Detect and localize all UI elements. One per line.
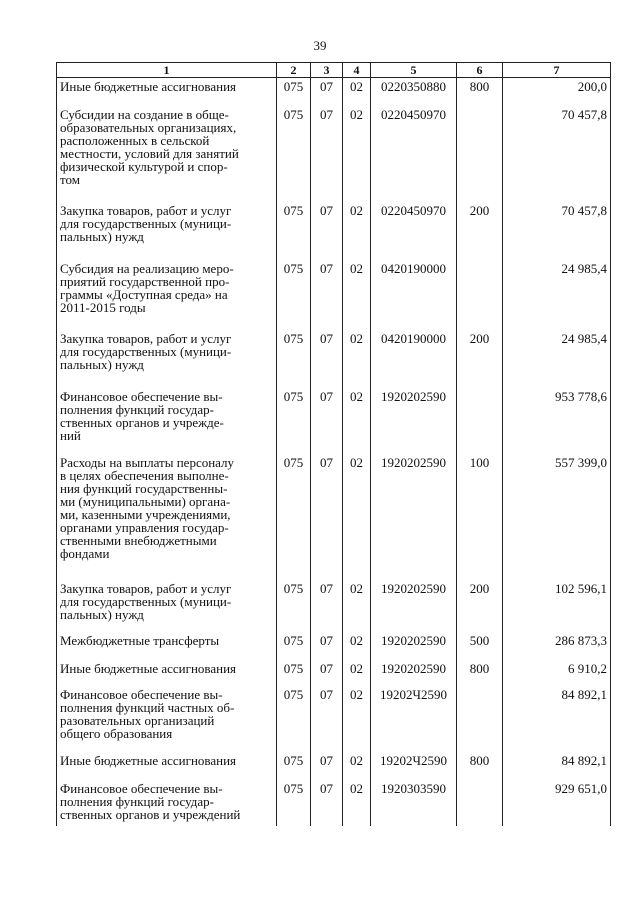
row-admin-code: 075: [277, 260, 311, 330]
row-expense-type: 500: [457, 632, 503, 660]
row-name: Иные бюджетные ассигнования: [57, 78, 277, 106]
row-name: Межбюджетные трансферты: [57, 632, 277, 660]
row-amount: 200,0: [503, 78, 611, 106]
row-admin-code: 075: [277, 106, 311, 202]
table-row: [57, 660, 611, 686]
row-target-code: 0420190000: [371, 260, 457, 330]
row-subsection: 02: [343, 686, 371, 752]
row-expense-type: 800: [457, 752, 503, 780]
row-section: 07: [311, 202, 343, 260]
row-expense-type: [457, 260, 503, 330]
row-subsection: 02: [343, 202, 371, 260]
row-target-code: 19202Ч2590: [371, 686, 457, 752]
row-name: Иные бюджетные ассигнования: [57, 752, 277, 780]
row-expense-type: [457, 780, 503, 826]
row-target-code: 0220350880: [371, 78, 457, 106]
row-admin-code: 075: [277, 660, 311, 686]
row-name: Финансовое обеспечение вы- полнения функций государ- ственных органов и учреждений: [57, 780, 277, 826]
row-name: Закупка товаров, работ и услуг для государственных (муници- пальных) нужд: [57, 330, 277, 388]
row-subsection: 02: [343, 330, 371, 388]
row-subsection: 02: [343, 388, 371, 454]
row-target-code: 1920202590: [371, 632, 457, 660]
table-row: [57, 78, 611, 106]
row-name: Финансовое обеспечение вы- полнения функций государ- ственных органов и учрежде- ний: [57, 388, 277, 454]
row-admin-code: 075: [277, 780, 311, 826]
row-target-code: 0220450970: [371, 106, 457, 202]
row-subsection: 02: [343, 260, 371, 330]
row-subsection: 02: [343, 106, 371, 202]
column-header: 6: [457, 63, 503, 78]
row-name: Субсидии на создание в обще- образовательных организациях, расположенных в сельской местности, условий для занятий физической культурой и спор- том: [57, 106, 277, 202]
table-row: [57, 454, 611, 580]
row-admin-code: 075: [277, 78, 311, 106]
row-expense-type: 200: [457, 580, 503, 632]
row-section: 07: [311, 78, 343, 106]
row-subsection: 02: [343, 780, 371, 826]
row-name: Иные бюджетные ассигнования: [57, 660, 277, 686]
row-amount: 24 985,4: [503, 260, 611, 330]
row-section: 07: [311, 106, 343, 202]
row-amount: 84 892,1: [503, 752, 611, 780]
column-header: 4: [343, 63, 371, 78]
row-expense-type: [457, 686, 503, 752]
row-admin-code: 075: [277, 202, 311, 260]
row-target-code: 1920202590: [371, 388, 457, 454]
row-admin-code: 075: [277, 632, 311, 660]
row-expense-type: 800: [457, 78, 503, 106]
table-row: [57, 752, 611, 780]
row-target-code: 1920202590: [371, 454, 457, 580]
row-amount: 24 985,4: [503, 330, 611, 388]
column-header: 2: [277, 63, 311, 78]
row-amount: 953 778,6: [503, 388, 611, 454]
row-target-code: 19202Ч2590: [371, 752, 457, 780]
row-subsection: 02: [343, 660, 371, 686]
row-expense-type: [457, 106, 503, 202]
table-row: [57, 388, 611, 454]
column-header: 1: [57, 63, 277, 78]
header-row: [57, 63, 611, 78]
column-header: 5: [371, 63, 457, 78]
row-section: 07: [311, 632, 343, 660]
table-row: [57, 686, 611, 752]
row-name: Закупка товаров, работ и услуг для государственных (муници- пальных) нужд: [57, 202, 277, 260]
row-amount: 557 399,0: [503, 454, 611, 580]
row-expense-type: 800: [457, 660, 503, 686]
row-subsection: 02: [343, 752, 371, 780]
budget-table: [56, 62, 611, 826]
row-subsection: 02: [343, 454, 371, 580]
row-admin-code: 075: [277, 330, 311, 388]
row-amount: 84 892,1: [503, 686, 611, 752]
row-admin-code: 075: [277, 686, 311, 752]
row-section: 07: [311, 660, 343, 686]
row-amount: 102 596,1: [503, 580, 611, 632]
row-admin-code: 075: [277, 388, 311, 454]
row-name: Расходы на выплаты персоналу в целях обеспечения выполне- ния функций государственны- ми (муниципальными) органа- ми, казенными учреждениями, органами управления государ- ственными внебюджетными фондами: [57, 454, 277, 580]
row-section: 07: [311, 580, 343, 632]
row-section: 07: [311, 260, 343, 330]
row-amount: 286 873,3: [503, 632, 611, 660]
row-admin-code: 075: [277, 580, 311, 632]
row-expense-type: [457, 388, 503, 454]
table-row: [57, 780, 611, 826]
row-section: 07: [311, 686, 343, 752]
table-body: [57, 78, 611, 826]
table-row: [57, 106, 611, 202]
row-amount: 929 651,0: [503, 780, 611, 826]
row-name: Субсидия на реализацию меро- приятий государственной про- граммы «Доступная среда» на 2011-2015 годы: [57, 260, 277, 330]
row-name: Финансовое обеспечение вы- полнения функций частных об- разовательных организаций общего образования: [57, 686, 277, 752]
column-header: 3: [311, 63, 343, 78]
row-admin-code: 075: [277, 454, 311, 580]
row-expense-type: 100: [457, 454, 503, 580]
row-amount: 6 910,2: [503, 660, 611, 686]
row-section: 07: [311, 388, 343, 454]
table-row: [57, 580, 611, 632]
row-section: 07: [311, 780, 343, 826]
table-row: [57, 330, 611, 388]
row-target-code: 0420190000: [371, 330, 457, 388]
row-target-code: 1920303590: [371, 780, 457, 826]
row-amount: 70 457,8: [503, 202, 611, 260]
table-row: [57, 202, 611, 260]
row-subsection: 02: [343, 78, 371, 106]
row-section: 07: [311, 330, 343, 388]
page-number: 39: [313, 38, 327, 53]
row-name: Закупка товаров, работ и услуг для государственных (муници- пальных) нужд: [57, 580, 277, 632]
row-admin-code: 075: [277, 752, 311, 780]
row-target-code: 0220450970: [371, 202, 457, 260]
table-row: [57, 632, 611, 660]
row-expense-type: 200: [457, 330, 503, 388]
row-subsection: 02: [343, 580, 371, 632]
row-subsection: 02: [343, 632, 371, 660]
row-amount: 70 457,8: [503, 106, 611, 202]
row-target-code: 1920202590: [371, 580, 457, 632]
column-header: 7: [503, 63, 611, 78]
row-target-code: 1920202590: [371, 660, 457, 686]
row-section: 07: [311, 752, 343, 780]
row-section: 07: [311, 454, 343, 580]
row-expense-type: 200: [457, 202, 503, 260]
table-row: [57, 260, 611, 330]
